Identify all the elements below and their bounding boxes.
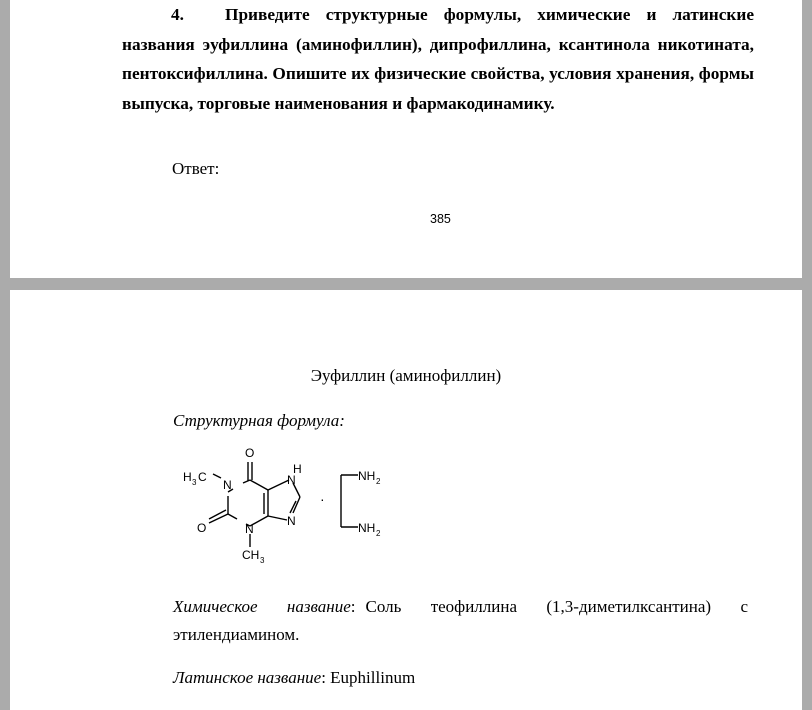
amine-top-sub: 2 xyxy=(376,477,381,486)
methyl-bottom-3: 3 xyxy=(260,556,265,565)
structural-formula xyxy=(173,443,403,578)
formula-atoms xyxy=(183,446,381,565)
chemical-name-label: Химическое название xyxy=(173,597,351,616)
chemical-name-value: Соль теофиллина (1,3-диметилксантина) с этилендиамином. xyxy=(173,597,748,644)
document-page-1 xyxy=(10,0,802,278)
methyl-top-3: 3 xyxy=(192,478,197,487)
salt-dot: · xyxy=(320,491,325,507)
question-text-body: Приведите структурные формулы, химические и латинские названия эуфиллина (аминофиллин), дипрофиллина, ксантинола никотината, пентоксифиллина. Опишите их физические свойства, условия хранения, формы выпуска, торговые наименования и фармакодинамику. xyxy=(122,5,754,113)
question-block xyxy=(122,0,754,118)
page-number: 385 xyxy=(430,212,451,226)
atom-n3: N xyxy=(245,522,254,536)
answer-label: Ответ: xyxy=(172,159,220,178)
latin-name-value: Euphillinum xyxy=(330,668,416,687)
question-number: 4. xyxy=(171,5,184,24)
methyl-top-c: C xyxy=(198,470,207,484)
atom-n7-h: H xyxy=(293,462,302,476)
amine-bottom-sub: 2 xyxy=(376,529,381,538)
amine-top: NH xyxy=(358,469,376,483)
section-title: Эуфиллин (аминофиллин) xyxy=(310,366,502,385)
formula-bonds xyxy=(209,462,358,547)
latin-name-label: Латинское название xyxy=(173,668,322,687)
methyl-bottom-ch: CH xyxy=(242,548,260,562)
chemical-name-colon: : xyxy=(350,597,356,616)
latin-name-line xyxy=(173,668,415,688)
question-text xyxy=(122,0,754,118)
atom-n9: N xyxy=(287,514,296,528)
methyl-top-h: H xyxy=(183,470,192,484)
amine-bottom: NH xyxy=(358,521,376,535)
atom-n1: N xyxy=(223,478,232,492)
atom-o-left: O xyxy=(197,521,207,535)
atom-n7: N xyxy=(287,473,296,487)
atom-o-top: O xyxy=(245,446,255,460)
chemical-name-paragraph xyxy=(173,593,748,649)
latin-name-colon: : xyxy=(321,668,326,687)
structural-formula-label: Структурная формула: xyxy=(173,411,345,430)
document-page-2 xyxy=(10,290,802,710)
